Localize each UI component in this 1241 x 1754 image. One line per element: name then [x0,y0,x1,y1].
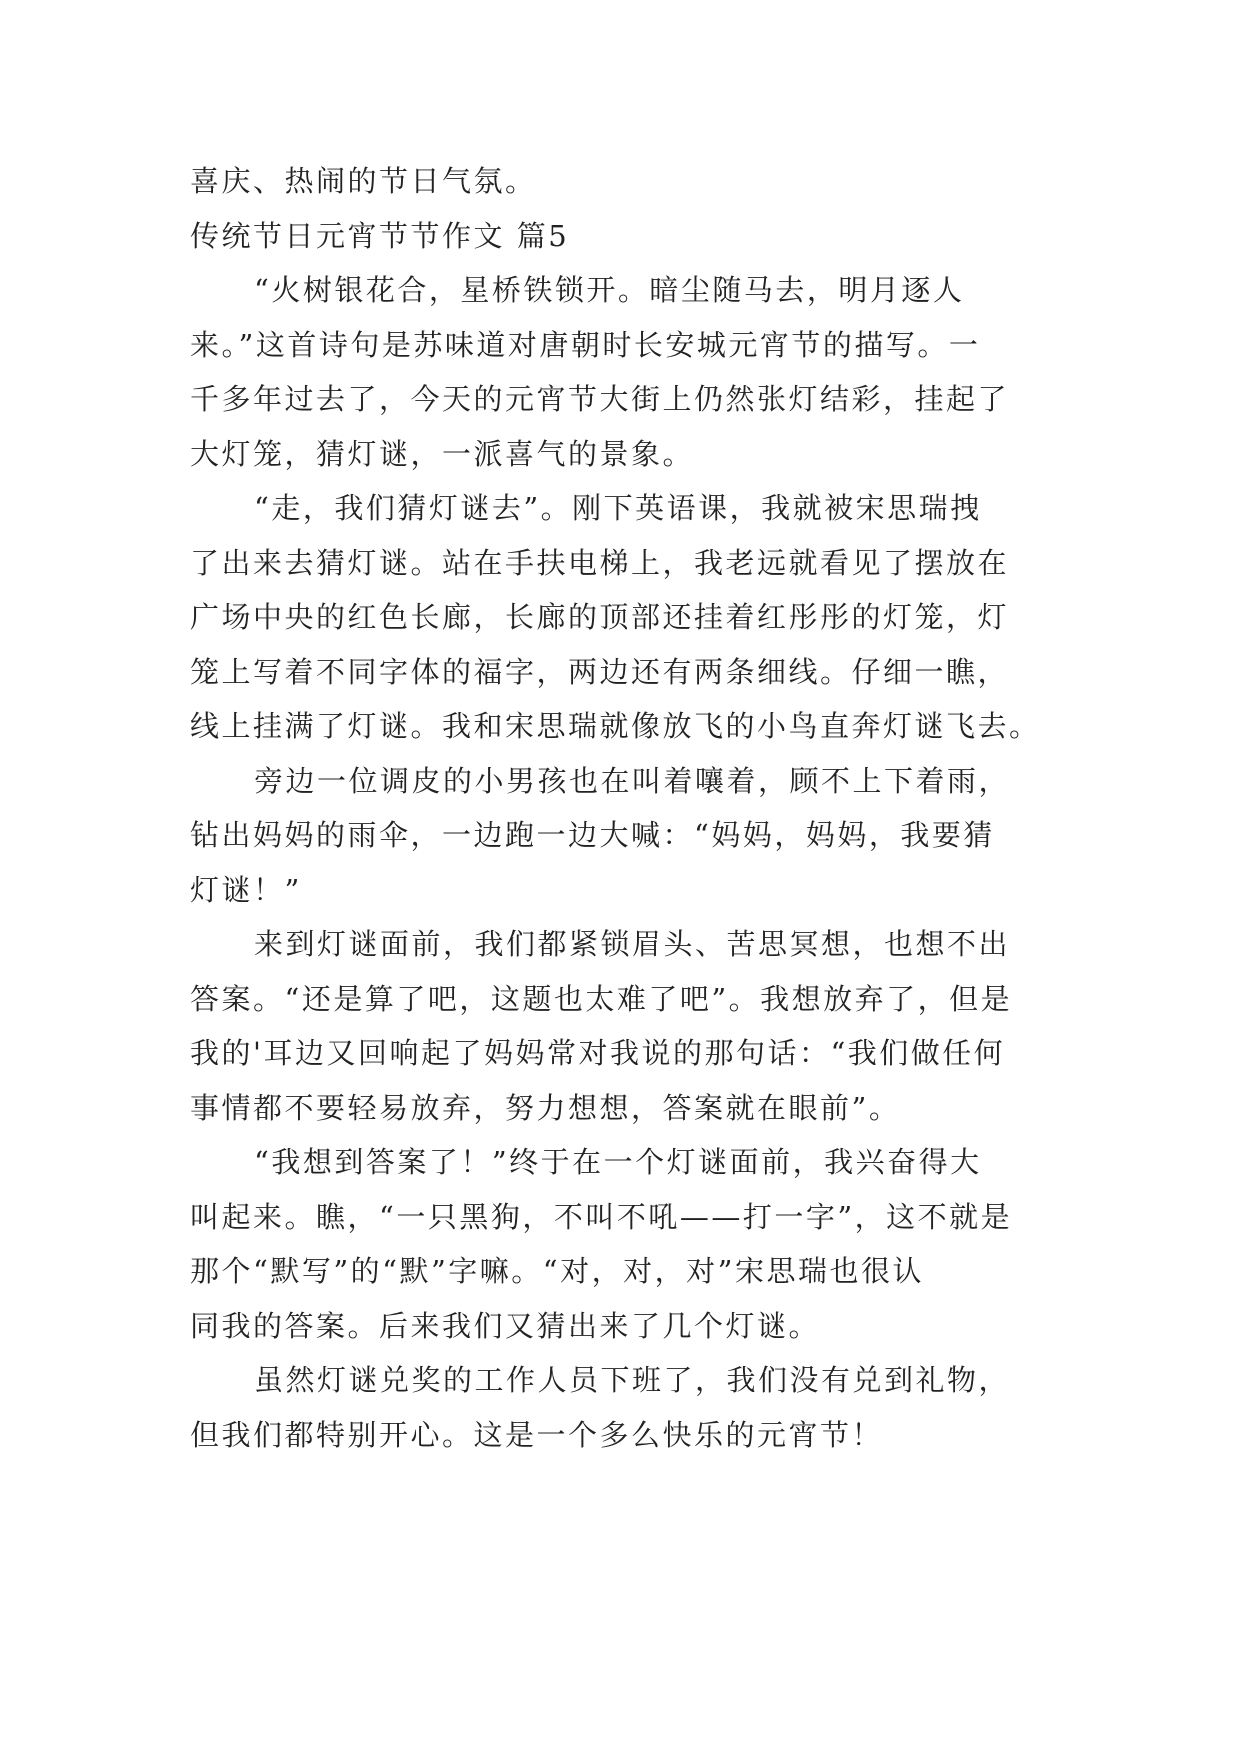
paragraph-line: 来到灯谜面前，我们都紧锁眉头、苦思冥想，也想不出 [254,927,1011,961]
paragraph-line: 我的'耳边又回响起了妈妈常对我说的那句话：“我们做任何 [190,1036,1006,1070]
paragraph-line: 同我的答案。后来我们又猜出来了几个灯谜。 [190,1308,821,1343]
paragraph-line: “走，我们猜灯谜去”。刚下英语课，我就被宋思瑞拽 [254,491,982,525]
section-heading: 传统节日元宵节节作文 篇5 [190,218,570,253]
paragraph-line: 笼上写着不同字体的福字，两边还有两条细线。仔细一瞧， [190,654,1010,689]
paragraph-line: 来。”这首诗句是苏味道对唐朝时长安城元宵节的描写。一 [190,327,981,362]
paragraph-line: 钻出妈妈的雨伞，一边跑一边大喊：“妈妈，妈妈，我要猜 [190,818,995,852]
paragraph-line: 叫起来。瞧，“一只黑狗，不叫不吼——打一字”，这不就是 [190,1199,1013,1234]
paragraph-line: 喜庆、热闹的节日气氛。 [190,164,537,198]
paragraph-line: 答案。“还是算了吧，这题也太难了吧”。我想放弃了，但是 [190,981,1013,1016]
paragraph-line: 但我们都特别开心。这是一个多么快乐的元宵节！ [190,1417,884,1452]
paragraph-line: 线上挂满了灯谜。我和宋思瑞就像放飞的小鸟直奔灯谜飞去。 [190,709,1041,743]
document-body [190,154,1070,1462]
paragraph-line: “火树银花合，星桥铁锁开。暗尘随马去，明月逐人 [254,273,965,307]
paragraph-line: 了出来去猜灯谜。站在手扶电梯上，我老远就看见了摆放在 [190,545,1010,580]
paragraph-line: 那个“默写”的“默”字嘛。“对，对，对”宋思瑞也很认 [190,1254,924,1288]
paragraph-line: 虽然灯谜兑奖的工作人员下班了，我们没有兑到礼物， [254,1363,1011,1397]
paragraph-line: 灯谜！” [190,872,302,907]
paragraph-line: “我想到答案了！”终于在一个灯谜面前，我兴奋得大 [254,1145,982,1179]
paragraph-line: 事情都不要轻易放弃，努力想想，答案就在眼前”。 [190,1090,901,1125]
paragraph-line: 广场中央的红色长廊，长廊的顶部还挂着红彤彤的灯笼，灯 [190,600,1010,634]
paragraph-line: 千多年过去了，今天的元宵节大街上仍然张灯结彩，挂起了 [190,382,1010,416]
paragraph-line: 旁边一位调皮的小男孩也在叫着嚷着，顾不上下着雨， [254,763,1011,798]
paragraph-line: 大灯笼，猜灯谜，一派喜气的景象。 [190,436,695,471]
